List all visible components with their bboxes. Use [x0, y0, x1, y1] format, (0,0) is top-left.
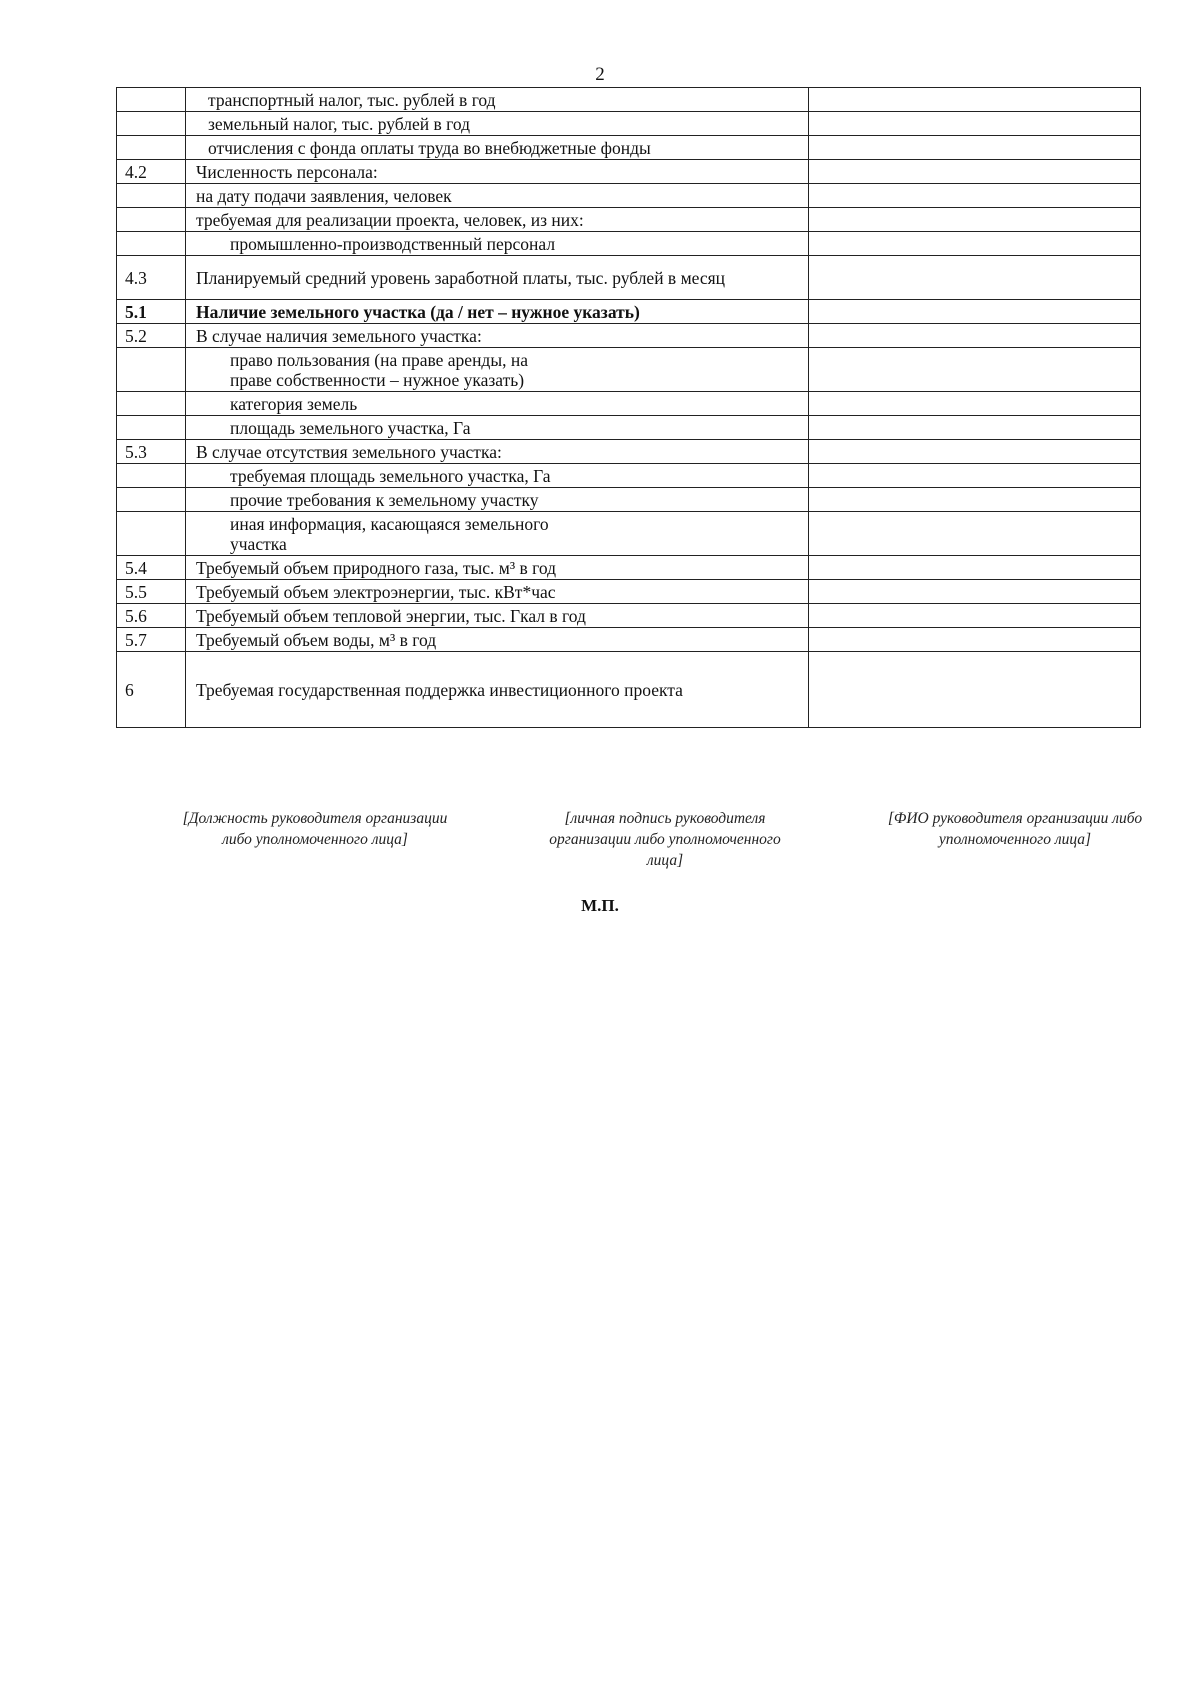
table-row [117, 556, 1141, 580]
row-value-cell[interactable] [809, 112, 1141, 136]
row-label: промышленно-производственный персонал [186, 232, 809, 256]
row-number [117, 464, 186, 488]
table-row [117, 392, 1141, 416]
row-value-cell[interactable] [809, 300, 1141, 324]
row-number: 4.2 [117, 160, 186, 184]
row-value-cell[interactable] [809, 208, 1141, 232]
row-value-cell[interactable] [809, 628, 1141, 652]
row-value-cell[interactable] [809, 464, 1141, 488]
row-number [117, 136, 186, 160]
row-value-cell[interactable] [809, 512, 1141, 556]
table-row [117, 256, 1141, 300]
table-row [117, 160, 1141, 184]
table-row [117, 112, 1141, 136]
table-row [117, 300, 1141, 324]
row-value-cell[interactable] [809, 184, 1141, 208]
row-label: иная информация, касающаяся земельного участка [186, 512, 809, 556]
table-row [117, 604, 1141, 628]
table-row [117, 512, 1141, 556]
row-value-cell[interactable] [809, 652, 1141, 728]
row-label: транспортный налог, тыс. рублей в год [186, 88, 809, 112]
row-number [117, 232, 186, 256]
row-label: площадь земельного участка, Га [186, 416, 809, 440]
table-row [117, 184, 1141, 208]
row-number [117, 112, 186, 136]
row-number: 5.2 [117, 324, 186, 348]
table-row [117, 88, 1141, 112]
row-number: 5.4 [117, 556, 186, 580]
row-label: Наличие земельного участка (да / нет – нужное указать) [186, 300, 809, 324]
table-row [117, 580, 1141, 604]
row-number: 6 [117, 652, 186, 728]
row-number: 5.1 [117, 300, 186, 324]
row-label: Требуемый объем тепловой энергии, тыс. Гкал в год [186, 604, 809, 628]
table-row [117, 652, 1141, 728]
row-label: прочие требования к земельному участку [186, 488, 809, 512]
row-number [117, 392, 186, 416]
row-label: категория земель [186, 392, 809, 416]
full-name-caption: [ФИО руководителя организации либо уполномоченного лица] [887, 810, 1143, 848]
row-value-cell[interactable] [809, 324, 1141, 348]
row-label: отчисления с фонда оплаты труда во внебюджетные фонды [186, 136, 809, 160]
table-row [117, 324, 1141, 348]
row-number: 5.5 [117, 580, 186, 604]
position-caption: [Должность руководителя организации либо уполномоченного лица] [182, 810, 448, 848]
row-number: 5.3 [117, 440, 186, 464]
row-label: на дату подачи заявления, человек [186, 184, 809, 208]
row-label: Требуемая государственная поддержка инвестиционного проекта [186, 652, 809, 728]
row-number [117, 348, 186, 392]
table-row [117, 628, 1141, 652]
page-number: 2 [595, 64, 605, 85]
row-number [117, 512, 186, 556]
table-row [117, 440, 1141, 464]
form-table-body [117, 88, 1141, 728]
row-number: 5.7 [117, 628, 186, 652]
row-label: право пользования (на праве аренды, на праве собственности – нужное указать) [186, 348, 809, 392]
row-label: В случае наличия земельного участка: [186, 324, 809, 348]
row-value-cell[interactable] [809, 232, 1141, 256]
row-value-cell[interactable] [809, 580, 1141, 604]
table-row [117, 348, 1141, 392]
row-label: В случае отсутствия земельного участка: [186, 440, 809, 464]
row-value-cell[interactable] [809, 348, 1141, 392]
table-row [117, 208, 1141, 232]
row-value-cell[interactable] [809, 392, 1141, 416]
row-value-cell[interactable] [809, 256, 1141, 300]
row-label: земельный налог, тыс. рублей в год [186, 112, 809, 136]
row-label: требуемая площадь земельного участка, Га [186, 464, 809, 488]
row-label: Требуемый объем природного газа, тыс. м³ в год [186, 556, 809, 580]
row-label: требуемая для реализации проекта, человек, из них: [186, 208, 809, 232]
row-number: 4.3 [117, 256, 186, 300]
row-number [117, 416, 186, 440]
table-row [117, 464, 1141, 488]
row-value-cell[interactable] [809, 604, 1141, 628]
signature-caption: [личная подпись руководителя организации либо уполномоченного лица] [549, 810, 781, 869]
table-row [117, 488, 1141, 512]
row-number [117, 208, 186, 232]
table-row [117, 416, 1141, 440]
row-value-cell[interactable] [809, 160, 1141, 184]
row-value-cell[interactable] [809, 556, 1141, 580]
row-number [117, 488, 186, 512]
row-value-cell[interactable] [809, 136, 1141, 160]
row-label: Численность персонала: [186, 160, 809, 184]
table-row [117, 232, 1141, 256]
row-value-cell[interactable] [809, 416, 1141, 440]
row-number [117, 184, 186, 208]
row-label: Планируемый средний уровень заработной платы, тыс. рублей в месяц [186, 256, 809, 300]
table-row [117, 136, 1141, 160]
row-number: 5.6 [117, 604, 186, 628]
row-label: Требуемый объем воды, м³ в год [186, 628, 809, 652]
row-label: Требуемый объем электроэнергии, тыс. кВт*час [186, 580, 809, 604]
row-value-cell[interactable] [809, 488, 1141, 512]
row-value-cell[interactable] [809, 88, 1141, 112]
row-value-cell[interactable] [809, 440, 1141, 464]
row-number [117, 88, 186, 112]
application-form-table [116, 87, 1141, 728]
seal-place-label: М.П. [581, 896, 619, 915]
